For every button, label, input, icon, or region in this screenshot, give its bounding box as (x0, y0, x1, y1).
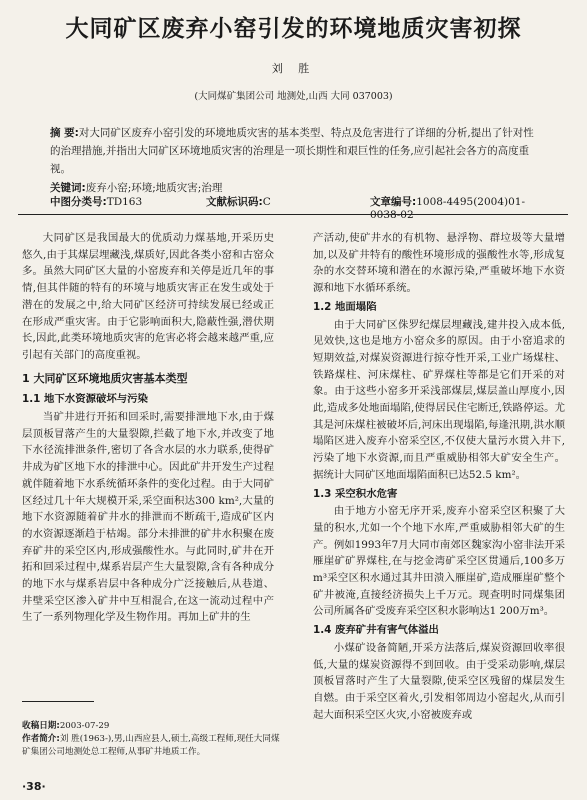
section-1-1-heading: 1.1 地下水资源破坏与污染 (22, 393, 148, 406)
section-1-4-text: 小煤矿设备简陋,开采方法落后,煤炭资源回收率很低,大量的煤炭资源得不到回收。由于受采动影响,煤层顶板冒落时产生了大量裂隙,使采空区残留的煤层发生自燃。由于采空区着火,引发相邻周边小窑起火,从而引起大面积采空区火灾,小窑被废弃或 (313, 641, 565, 721)
abstract (50, 124, 540, 178)
paper-title: 大同矿区废弃小窑引发的环境地质灾害初探 (65, 16, 522, 42)
section-1-3-text: 由于地方小窑无序开采,废弃小窑采空区积聚了大量的积水,尤如一个个地下水库,严重威胁相邻大矿的生产。例如1993年7月大同市南郊区魏家沟小窑非法开采雁崖矿矿界煤柱,在与挖金湾矿采空区贯通后,100多万m³采空区积水通过其井田溃入雁崖矿,造成雁崖矿整个矿井被淹,直接经济损失上千万元。现查明时同煤集团公司所属各矿受废弃采空区积水影响达1 200万m³。 (313, 505, 565, 618)
section-1-2-heading: 1.2 地面塌陷 (313, 300, 377, 313)
clc-code: 中图分类号:TD163 (50, 196, 143, 208)
keywords-label: 关键词: (50, 182, 86, 194)
section-1-heading: 1 大同矿区环境地质灾害基本类型 (22, 371, 188, 385)
author-bio: 作者简介:刘 胜(1963-),男,山西应县人,硕士,高级工程师,现任大同煤矿集团公司地测处总工程师,从事矿井地质工作。 (22, 734, 280, 757)
article-number: 文章编号:1008-4495(2004)01-0038-02 (370, 196, 526, 221)
intro-paragraph: 大同矿区是我国最大的优质动力煤基地,开采历史悠久,由于其煤层埋藏浅,煤质好,因此各类小窑和古窑众多。虽然大同矿区大量的小窑废弃和关停是近几年的事情,但其伴随的特有的环境与地质灾害正在发生或处于潜在的发展之中,给大同矿区经济可持续发展已经或正在形成严重灾害。由于它影响面积大,隐蔽性强,潜伏期长,因此,此类环境地质灾害的危害必将会越来越严重,应引起有关部门的高度重视。 (22, 232, 274, 361)
page-number: ·38· (22, 780, 46, 793)
section-1-4-heading: 1.4 废弃矿井有害气体溢出 (313, 624, 439, 637)
abstract-label: 摘 要: (50, 127, 79, 139)
affiliation: (大同煤矿集团公司 地测处,山西 大同 037003) (194, 91, 393, 102)
continued-paragraph: 产活动,使矿井水的有机物、悬浮物、群垃圾等大量增加,以及矿井特有的酸性环境形成的强酸性水等,形成复杂的水交替环境和潜在的水源污染,严重破坏地下水资源和地下水循环系统。 (313, 232, 565, 295)
left-column (22, 230, 274, 626)
keywords (50, 180, 540, 195)
section-1-3-heading: 1.3 采空积水危害 (313, 487, 398, 500)
right-column (313, 230, 565, 723)
footnote-rule (22, 701, 94, 702)
section-1-2-text: 由于大同矿区侏罗纪煤层埋藏浅,建井投入成本低,见效快,这也是地方小窑众多的原因。由于小窑追求的短期效益,对煤炭资源进行掠夺性开采,工业广场煤柱、铁路煤柱、河床煤柱、矿界煤柱等都是它们开采的对象。由于这些小窑多开采浅部煤层,煤层盖山厚度小,因此,造成多处地面塌陷,使得居民住宅断迁,铁路停运。尤其是河床煤柱被破坏后,河床出现塌陷,每逢汛期,洪水顺塌陷区进入废弃小窑采空区,不仅使大量污水贯入井下,污染了地下水资源,而且严重威胁相邻大矿安全生产。据统计大同矿区地面塌陷面积已达52.5 km²。 (313, 318, 565, 481)
classification-line (50, 194, 550, 221)
footnote (22, 720, 282, 759)
abstract-text: 对大同矿区废弃小窑引发的环境地质灾害的基本类型、特点及危害进行了详细的分析,提出了针对性的治理措施,并指出大同矿区环境地质灾害的治理是一项长期性和艰巨性的任务,应引起社会各方的高度重视。 (50, 127, 534, 175)
author: 刘 胜 (271, 62, 316, 75)
document-code: 文献标识码:C (206, 196, 271, 208)
header-rule (18, 214, 568, 215)
keywords-text: 废弃小窑;环境;地质灾害;治理 (85, 182, 223, 194)
section-1-1-text: 当矿井进行开拓和回采时,需要排泄地下水,由于煤层顶板冒落产生的大量裂隙,拦截了地下水,并改变了地下水径流排泄条件,密切了各含水层的水力联系,使得矿井成为矿区地下水的排泄中心。因此矿井开发生产过程就伴随着地下水系统循环条件的变化过程。由于大同矿区经过几十年大规模开采,采空面积达300 km²,大量的地下水资源随着矿井水的排泄而不断疏干,造成矿区内的水资源逐渐趋于枯竭。部分未排泄的矿井水积聚在废弃矿井的采空区内,形成强酸性水。与此同时,矿井在开拓和回采过程中,煤系岩层产生大量裂隙,含有各种成分的地下水与煤系岩层中各种成分广泛接触后,从巷道、井壁采空区渗入矿井中互相混合,在这一流动过程中产生了一系列物理化学及生物作用。再加上矿井的生 (22, 411, 274, 624)
received-date: 收稿日期:2003-07-29 (22, 721, 110, 731)
